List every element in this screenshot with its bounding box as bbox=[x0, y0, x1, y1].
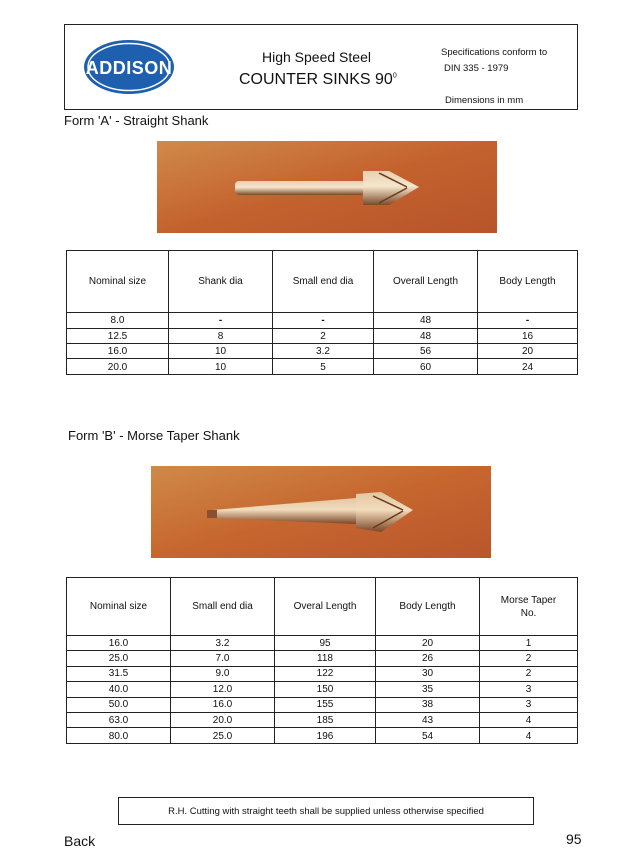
cell: 80.0 bbox=[67, 728, 171, 743]
cell: - bbox=[169, 313, 273, 328]
column-header: Body Length bbox=[376, 578, 480, 635]
cell: 24 bbox=[521, 361, 534, 373]
spec-line-1: Specifications conform to bbox=[441, 47, 548, 58]
table-row bbox=[67, 313, 577, 329]
form-b-label: Form 'B' - Morse Taper Shank bbox=[68, 428, 240, 443]
cell: 2 bbox=[525, 653, 532, 665]
cell: 2 bbox=[525, 668, 532, 680]
table-row bbox=[67, 329, 577, 344]
column-header: Small end dia bbox=[171, 578, 275, 635]
cell: 16.0 bbox=[67, 344, 169, 358]
cell: 12.0 bbox=[171, 682, 275, 696]
page-number: 95 bbox=[566, 831, 582, 847]
cell: 7.0 bbox=[171, 651, 275, 665]
cell: 1 bbox=[525, 637, 532, 649]
cell: 9.0 bbox=[171, 667, 275, 681]
cell: 25.0 bbox=[171, 728, 275, 743]
form-a-table bbox=[66, 250, 578, 375]
cell: 2 bbox=[273, 329, 374, 343]
cell: 4 bbox=[525, 714, 532, 726]
cell: 12.5 bbox=[67, 329, 169, 343]
cell: 95 bbox=[275, 636, 376, 650]
cell: 10 bbox=[169, 359, 273, 375]
cell: 63.0 bbox=[67, 713, 171, 727]
cell: 35 bbox=[376, 682, 480, 696]
cell: 10 bbox=[169, 344, 273, 358]
cell: 31.5 bbox=[67, 667, 171, 681]
cell: 43 bbox=[376, 713, 480, 727]
cell: 50.0 bbox=[67, 698, 171, 712]
cell: 60 bbox=[374, 359, 478, 375]
table-row bbox=[67, 636, 577, 651]
cutting-footnote: R.H. Cutting with straight teeth shall be supplied unless otherwise specified bbox=[118, 797, 534, 825]
table-row bbox=[67, 713, 577, 728]
form-b-table bbox=[66, 577, 578, 744]
cell: 122 bbox=[275, 667, 376, 681]
cell: 118 bbox=[275, 651, 376, 665]
form-b-rows bbox=[67, 636, 577, 743]
cell: 48 bbox=[374, 313, 478, 328]
column-header: Body Length bbox=[499, 276, 556, 287]
cell: - bbox=[273, 313, 374, 328]
column-header: Nominal size bbox=[67, 578, 171, 635]
cell: 155 bbox=[275, 698, 376, 712]
cell: 196 bbox=[275, 728, 376, 743]
table-row bbox=[67, 651, 577, 666]
cell: 40.0 bbox=[67, 682, 171, 696]
spec-line-2: DIN 335 - 1979 bbox=[444, 63, 509, 74]
cell: 38 bbox=[376, 698, 480, 712]
cell: 16.0 bbox=[171, 698, 275, 712]
table-row bbox=[67, 728, 577, 743]
cell: 30 bbox=[376, 667, 480, 681]
cell: 4 bbox=[525, 730, 532, 742]
cell: 5 bbox=[273, 359, 374, 375]
cell: 56 bbox=[374, 344, 478, 358]
table-row bbox=[67, 344, 577, 359]
cell: 16.0 bbox=[67, 636, 171, 650]
cell: 20 bbox=[376, 636, 480, 650]
table-row bbox=[67, 682, 577, 697]
cell: 20.0 bbox=[67, 359, 169, 375]
table-row bbox=[67, 667, 577, 682]
form-a-label: Form 'A' - Straight Shank bbox=[64, 113, 209, 128]
form-a-rows bbox=[67, 313, 577, 374]
cell: 54 bbox=[376, 728, 480, 743]
cell: 25.0 bbox=[67, 651, 171, 665]
table-row bbox=[67, 698, 577, 713]
cell: 150 bbox=[275, 682, 376, 696]
column-header: Morse Taper No. bbox=[500, 594, 557, 619]
column-header: Overal Length bbox=[275, 578, 376, 635]
column-header: Small end dia bbox=[273, 251, 374, 312]
header-box bbox=[64, 24, 578, 110]
cell: 8.0 bbox=[67, 313, 169, 328]
back-link[interactable]: Back bbox=[64, 833, 96, 849]
dimensions-note: Dimensions in mm bbox=[445, 95, 524, 106]
column-header: Shank dia bbox=[169, 251, 273, 312]
cell: 48 bbox=[374, 329, 478, 343]
column-header: Nominal size bbox=[67, 251, 169, 312]
column-header: Overall Length bbox=[374, 251, 478, 312]
svg-text:ADDISON: ADDISON bbox=[85, 58, 173, 78]
cell: 20 bbox=[521, 345, 534, 357]
cell: 3 bbox=[525, 683, 532, 695]
morse-taper-countersink-photo bbox=[151, 466, 491, 558]
cell: - bbox=[525, 315, 530, 326]
cell: 3.2 bbox=[171, 636, 275, 650]
straight-shank-countersink-photo bbox=[157, 141, 497, 233]
cell: 8 bbox=[169, 329, 273, 343]
addison-logo bbox=[83, 39, 175, 95]
product-title: High Speed Steel bbox=[262, 49, 371, 65]
cell: 16 bbox=[521, 330, 534, 342]
cell: 26 bbox=[376, 651, 480, 665]
cell: 3 bbox=[525, 699, 532, 711]
table-row bbox=[67, 359, 577, 375]
product-subtitle: COUNTER SINKS $90^0$ bbox=[239, 71, 397, 88]
cell: 185 bbox=[275, 713, 376, 727]
cell: 3.2 bbox=[273, 344, 374, 358]
cell: 20.0 bbox=[171, 713, 275, 727]
